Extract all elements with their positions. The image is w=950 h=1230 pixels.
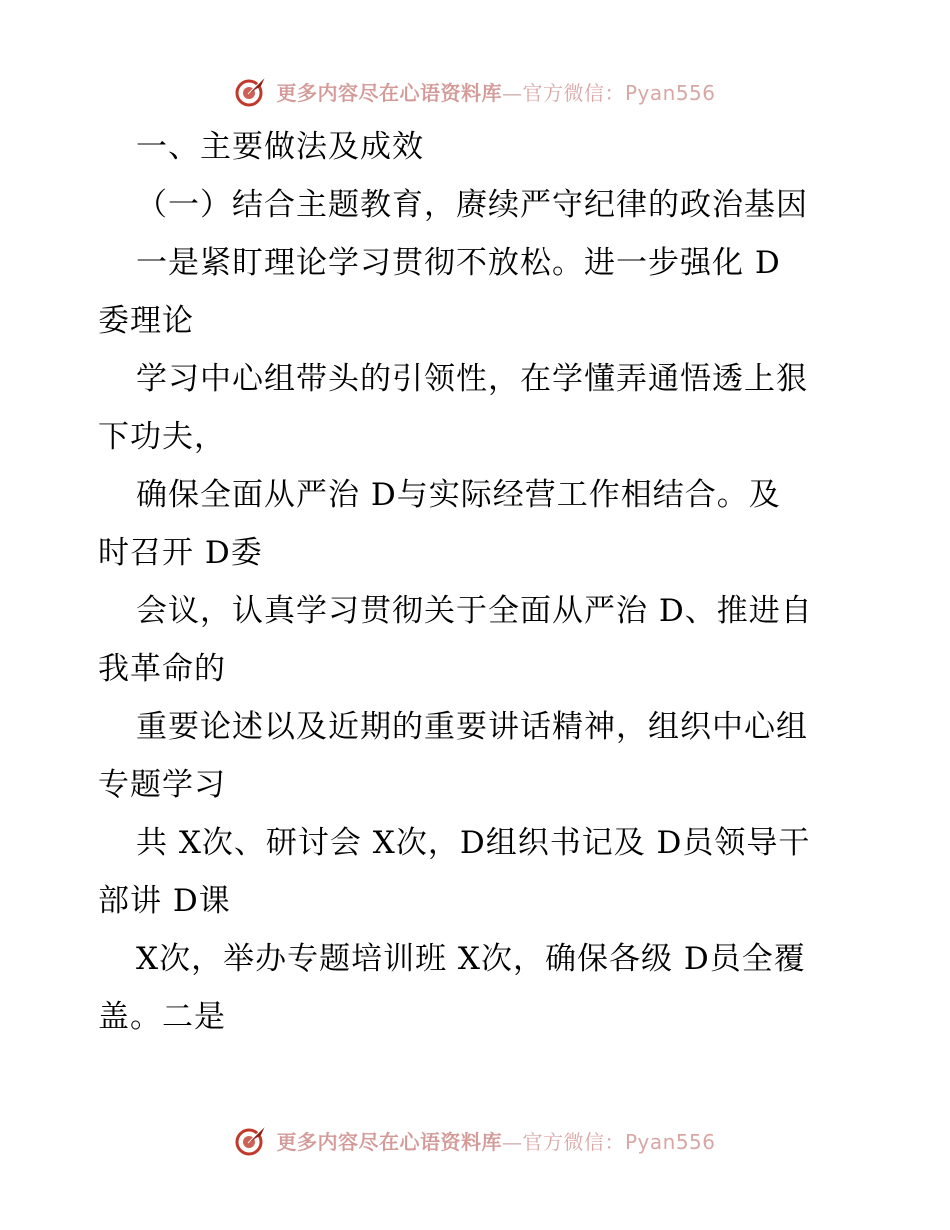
banner-dash: — <box>501 80 523 105</box>
banner-text: 更多内容尽在心语资料库 <box>276 80 502 105</box>
section-heading: 一、主要做法及成效 <box>136 129 424 165</box>
paragraph-line: 确保全面从严治 D与实际经营工作相结合。及 <box>136 477 781 513</box>
paragraph-line: 一是紧盯理论学习贯彻不放松。进一步强化 D <box>136 245 781 281</box>
paragraph-line: X次，举办专题培训班 X次，确保各级 D员全覆 <box>136 941 806 977</box>
footer-banner <box>0 1120 950 1160</box>
paragraph-line: 学习中心组带头的引领性，在学懂弄通悟透上狠 <box>136 361 808 397</box>
wechat-id: Pyan556 <box>624 1129 716 1154</box>
wechat-id: Pyan556 <box>624 80 716 105</box>
paragraph-line: 盖。二是 <box>98 999 226 1035</box>
paragraph-line: 会议，认真学习贯彻关于全面从严治 D、推进自 <box>136 593 813 629</box>
banner-text: 更多内容尽在心语资料库 <box>276 1129 502 1154</box>
document-body <box>98 118 858 1046</box>
quill-pen-logo-icon <box>234 74 268 108</box>
paragraph-line: 下功夫， <box>98 419 226 455</box>
paragraph-line: 部讲 D课 <box>98 883 231 919</box>
banner-dash: — <box>501 1129 523 1154</box>
wechat-label: 官方微信： <box>522 80 625 105</box>
paragraph-line: 共 X次、研讨会 X次，D组织书记及 D员领导干 <box>136 825 811 861</box>
paragraph-line: 专题学习 <box>98 767 226 803</box>
quill-pen-logo-icon <box>234 1123 268 1157</box>
paragraph-line: 我革命的 <box>98 651 226 687</box>
wechat-label: 官方微信： <box>522 1129 625 1154</box>
paragraph-line: 时召开 D委 <box>98 535 263 571</box>
paragraph-line: 重要论述以及近期的重要讲话精神，组织中心组 <box>136 709 808 745</box>
subsection-heading: （一）结合主题教育，赓续严守纪律的政治基因 <box>136 187 808 223</box>
paragraph-line: 委理论 <box>98 303 194 339</box>
header-banner <box>0 71 950 111</box>
